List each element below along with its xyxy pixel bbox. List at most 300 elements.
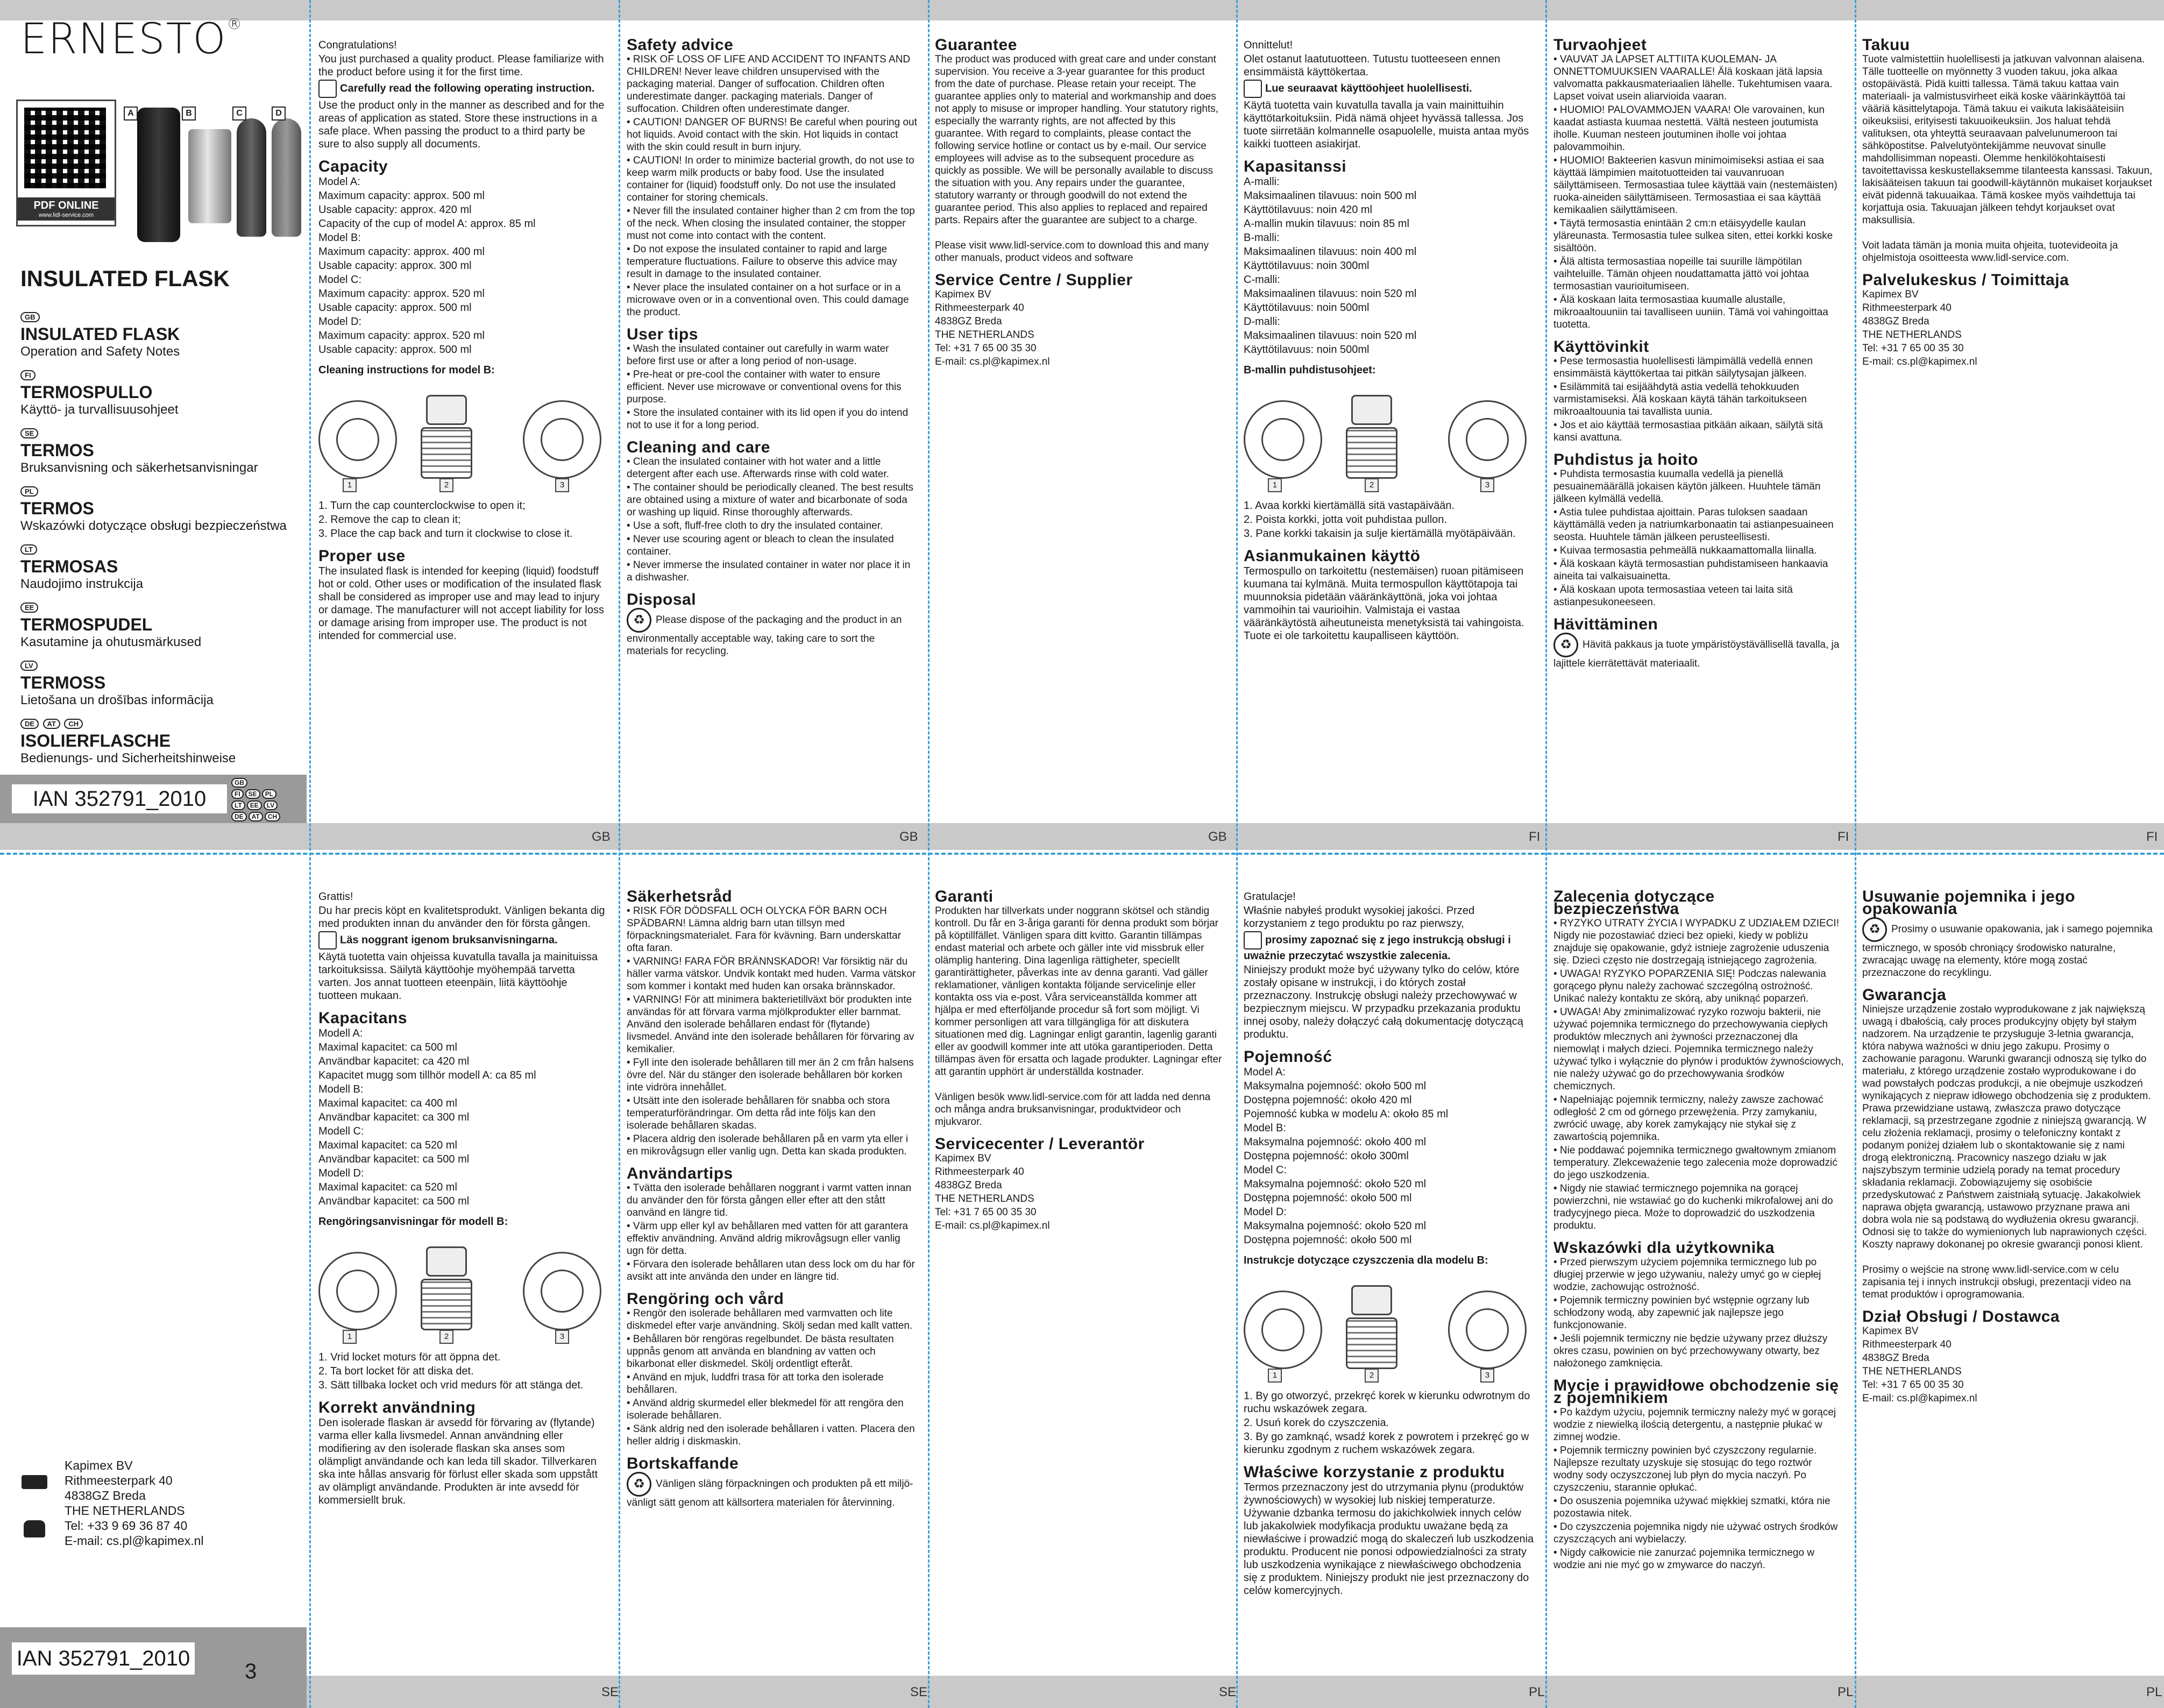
section-heading: Pojemność <box>1244 1048 1332 1066</box>
step-number: 1 <box>1268 1369 1282 1383</box>
section-heading: Disposal <box>627 591 697 608</box>
section-heading: Bortskaffande <box>627 1455 739 1472</box>
intro: Onnittelut! <box>1244 39 1293 51</box>
country-chip: EE <box>247 800 262 810</box>
capacity-line: Modell D: <box>318 1167 364 1179</box>
brand-logo: ERNESTO® <box>20 15 243 63</box>
language-item <box>20 603 300 650</box>
care-item: • Never use scouring agent or bleach to clean the insulated container. <box>627 534 894 557</box>
step-number: 2 <box>439 1330 453 1344</box>
capacity-line: B-malli: <box>1244 232 1280 244</box>
service-line: 4838GZ Breda <box>1862 316 1929 327</box>
safety-item: • Älä koskaan laita termosastiaa kuumalle alustalle, mikroaaltouuniin tai tavalliseen uuniin. Tämä voi vahingoittaa tuotetta. <box>1553 294 1828 330</box>
care-item: • Sänk aldrig ned den isolerade behållaren i vatten. Placera den heller aldrig i diskmaskin. <box>627 1423 915 1447</box>
tip-item: • Jos et aio käyttää termosastiaa pitkään aikaan, säilytä sitä kansi avattuna. <box>1553 420 1823 443</box>
capacity-line: Maksymalna pojemność: około 400 ml <box>1244 1136 1427 1148</box>
capacity-line: Usable capacity: approx. 300 ml <box>318 260 472 272</box>
tip-item: • Store the insulated container with its lid open if you do intend not to use it for a long period. <box>627 407 909 431</box>
flask-label: C <box>232 107 246 121</box>
section-heading: Dział Obsługi / Dostawca <box>1862 1308 2060 1326</box>
intro-text: Olet ostanut laatutuotteen. Tutustu tuotteeseen ennen ensimmäistä käyttökertaa. <box>1244 53 1501 78</box>
ian-number: IAN 352791_2010 <box>12 1642 195 1675</box>
language-item <box>20 370 300 417</box>
service-line: Tel: +31 7 65 00 35 30 <box>1862 343 1964 354</box>
service-line: THE NETHERLANDS <box>935 1193 1034 1204</box>
capacity-line: Maximal kapacitet: ca 500 ml <box>318 1041 457 1053</box>
tip-item: • Wash the insulated container out carefully in warm water before first use or after a long period of non-usage. <box>627 343 889 367</box>
capacity-line: Maksimaalinen tilavuus: noin 520 ml <box>1244 330 1417 342</box>
qr-code[interactable] <box>16 100 116 226</box>
recycle-icon: ♻ <box>1862 917 1887 942</box>
capacity-line: Käyttötilavuus: noin 300ml <box>1244 260 1370 272</box>
cap-open-diagram <box>523 400 601 479</box>
read-instruction: Carefully read the following operating instruction. <box>340 82 595 95</box>
cap-removed-diagram <box>1346 1285 1394 1366</box>
country-chip: AT <box>43 719 60 729</box>
country-chip: FI <box>20 370 36 380</box>
capacity-line: Kapacitet mugg som tillhör modell A: ca 85 ml <box>318 1069 536 1081</box>
language-subtitle: Lietošana un drošības informācija <box>20 693 214 707</box>
language-subtitle: Kasutamine ja ohutusmärkused <box>20 635 202 649</box>
capacity-line: Maksimaalinen tilavuus: noin 500 ml <box>1244 190 1417 202</box>
country-chip: DE <box>20 719 39 729</box>
step-text: 2. Usuń korek do czyszczenia. <box>1244 1417 1389 1429</box>
country-chip: CH <box>64 719 83 729</box>
section-heading: Hävittäminen <box>1553 615 1658 633</box>
care-item: • Po każdym użyciu, pojemnik termiczny należy myć w gorącej wodzie z niewielką ilością detergentu, a następnie płukać w zimnej wodzie. <box>1553 1407 1836 1443</box>
language-item <box>20 428 300 476</box>
page-mark: 3 <box>245 1660 257 1683</box>
flask-label: A <box>124 107 138 121</box>
capacity-line: Maksymalna pojemność: około 500 ml <box>1244 1080 1427 1092</box>
capacity-line: Maksimaalinen tilavuus: noin 400 ml <box>1244 246 1417 258</box>
service-line: Rithmeesterpark 40 <box>935 1166 1024 1178</box>
se-column-3 <box>935 890 1225 1233</box>
fi-column-3 <box>1862 36 2153 369</box>
section-heading: Kapacitans <box>318 1009 408 1027</box>
footer-lang-tag: FI <box>2146 830 2158 844</box>
capacity-line: Dostępna pojemność: około 420 ml <box>1244 1094 1412 1106</box>
service-line: Rithmeesterpark 40 <box>1862 302 1952 314</box>
section-heading: Cleaning and care <box>627 438 770 456</box>
visit-text: Please visit www.lidl-service.com to download this and many other manuals, product videos and software <box>935 240 1209 264</box>
step-text: 3. Pane korkki takaisin ja sulje kiertämällä myötäpäivään. <box>1244 528 1516 540</box>
intro: Congratulations! <box>318 39 397 51</box>
disposal-text: Please dispose of the packaging and the product in an environmentally acceptable way, taking care to sort the materials for recycling. <box>627 614 902 657</box>
language-item <box>20 544 300 592</box>
language-item <box>20 486 300 534</box>
back-cover-address <box>65 1458 204 1548</box>
footer-lang-tag: SE <box>601 1685 619 1699</box>
intro: Grattis! <box>318 891 353 903</box>
step-number: 1 <box>343 478 357 492</box>
visit-text: Voit ladata tämän ja monia muita ohjeita, tuotevideoita ja ohjelmistoja osoitteesta www.lidl-service.com. <box>1862 240 2118 264</box>
section-heading: Zalecenia dotyczące bezpieczeństwa <box>1553 888 1715 918</box>
book-icon <box>318 80 337 98</box>
cap-cleaning-illustration <box>318 1236 609 1343</box>
language-title: INSULATED FLASK <box>20 324 180 344</box>
cap-open-diagram <box>1448 1291 1527 1369</box>
disposal-text: Prosimy o usuwanie opakowania, jak i samego pojemnika termicznego, w sposób chroniący środowisko naturalne, zwracając uwagę na elementy, które mogą zostać przeznaczone do recyklingu. <box>1862 924 2153 979</box>
tip-item: • Pre-heat or pre-cool the container with water to ensure efficient. Never use microwave or conventional ovens for this purpose. <box>627 369 902 405</box>
tip-item: • Pese termosastia huolellisesti lämpimällä vedellä ennen ensimmäistä käyttökertaa tai pitkän säilytysajan jälkeen. <box>1553 356 1813 379</box>
proper-use-text: Termospullo on tarkoitettu (nestemäisen) ruoan pitämiseen kuumana tai kylmänä. Muita termospullon käyttötapoja tai muunnoksia pidetään vääränkäyttönä, joka voi johtaa vammoihin tai vaurioihin. Valmistaja ei vastaa vääränkäytöstä aiheutuneista menetyksistä tai vahingoista. Tuote ei ole tarkoitettu kaupalliseen käyttöön. <box>1244 565 1524 642</box>
care-item: • The container should be periodically cleaned. The best results are obtained using a mixture of water and bicarbonate of soda or washing up liquid. Rinse thoroughly afterwards. <box>627 482 913 518</box>
country-chip: LT <box>231 800 245 810</box>
service-line: Tel: +31 7 65 00 35 30 <box>1862 1379 1964 1391</box>
language-item <box>20 719 300 766</box>
care-item: • Använd aldrig skurmedel eller blekmedel för att rengöra den isolerade behållaren. <box>627 1398 904 1421</box>
step-text: 3. Place the cap back and turn it clockwise to close it. <box>318 528 573 540</box>
use-text: Käytä tuotetta vain kuvatulla tavalla ja vain mainittuihin käyttötarkoituksiin. Pidä nämä ohjeet hyvässä tallessa. Jos tuote siirretään kolmannelle osapuolelle, muista antaa myös kaikki tuotteen asiakirjat. <box>1244 100 1529 150</box>
capacity-line: Käyttötilavuus: noin 500ml <box>1244 302 1370 314</box>
cap-open-diagram <box>523 1252 601 1330</box>
pl-column-3 <box>1862 890 2153 1406</box>
step-text: 1. Avaa korkki kiertämällä sitä vastapäivään. <box>1244 500 1455 512</box>
tip-item: • Pojemnik termiczny powinien być wstępnie ogrzany lub schłodzony wodą, aby zapewnić jak najlepsze jego funkcjonowanie. <box>1553 1295 1810 1331</box>
capacity-line: Käyttötilavuus: noin 420 ml <box>1244 204 1373 216</box>
cap-closed-diagram <box>318 400 397 479</box>
qr-label: PDF ONLINE www.lidl-service.com <box>18 197 115 221</box>
street: Rithmeesterpark 40 <box>65 1473 173 1487</box>
section-heading: Mycie i prawidłowe obchodzenie się z pojemnikiem <box>1553 1377 1839 1407</box>
step-number: 2 <box>1365 478 1379 492</box>
gb-column-3 <box>935 36 1225 369</box>
qr-pattern <box>24 108 106 188</box>
safety-item: • HUOMIO! Bakteerien kasvun minimoimiseksi astiaa ei saa käyttää lämpimien maitotuotteiden tai vauvanruoan säilyttämiseen. Termosastiaa tulee käyttää vain (nestemäisten) ruoka-aineiden säilyttämiseen. Termosastiaa ei saa käyttää kemikaalien säilyttämiseen. <box>1553 155 1837 216</box>
section-heading: Service Centre / Supplier <box>935 271 1133 289</box>
step-text: 3. Sätt tillbaka locket och vrid medurs för att stänga det. <box>318 1379 584 1391</box>
footer-lang-tag: PL <box>1529 1685 1545 1699</box>
visit-text: Vänligen besök www.lidl-service.com för att ladda ned denna och många andra bruksanvisningar, produktvideor och mjukvaror. <box>935 1092 1211 1128</box>
section-heading: Användartips <box>627 1165 733 1182</box>
telephone: Tel: +33 9 69 36 87 40 <box>65 1519 188 1533</box>
step-text: 2. Poista korkki, jotta voit puhdistaa pullon. <box>1244 514 1447 526</box>
capacity-line: Användbar kapacitet: ca 500 ml <box>318 1195 470 1207</box>
capacity-line: Användbar kapacitet: ca 420 ml <box>318 1055 470 1067</box>
capacity-line: A-malli: <box>1244 176 1280 188</box>
section-heading: Właściwe korzystanie z produktu <box>1244 1463 1505 1481</box>
step-text: 3. By go zamknąć, wsadź korek z powrotem i przekręć go w kierunku zgodnym z ruchem wskazówek zegara. <box>1244 1431 1529 1456</box>
country-chip: CH <box>265 812 280 821</box>
care-item: • Do osuszenia pojemnika używać miękkiej szmatki, która nie pozostawia nitek. <box>1553 1496 1830 1519</box>
footer-lang-tag: GB <box>1208 830 1227 844</box>
ian-country-chips <box>231 778 301 823</box>
truck-icon <box>22 1475 47 1489</box>
capacity-line: Modell A: <box>318 1027 363 1039</box>
visit-text: Prosimy o wejście na stronę www.lidl-service.com w celu zapisania tej i innych instrukcji obsługi, prezentacji video na temat produktów i oprogramowania. <box>1862 1264 2131 1300</box>
company-name: Kapimex BV <box>65 1458 133 1472</box>
use-text: Use the product only in the manner as described and for the areas of application as stated. Store these instructions in a safe place. When passing the product to a third party be sure to also supply all documents. <box>318 100 605 150</box>
language-title: TERMOSPUDEL <box>20 615 153 634</box>
step-number: 2 <box>1365 1369 1379 1383</box>
section-heading: Korrekt användning <box>318 1399 476 1416</box>
safety-item: • CAUTION! DANGER OF BURNS! Be careful when pouring out hot liquids. Avoid contact with the skin. Hot liquids in contact with the skin could result in burn injury. <box>627 117 917 153</box>
language-title: TERMOSPULLO <box>20 382 153 402</box>
country-chip: LV <box>20 661 38 671</box>
vertical-fold-line <box>1545 0 1547 1708</box>
use-text: Niniejszy produkt może być używany tylko do celów, które zostały opisane w instrukcji, i do których został przeznaczony. Instrukcję obsługi należy przechowywać w bezpiecznym miejscu. W przypadku przekazania produktu innej osoby, należy dołączyć całą dokumentację dotyczącą produktu. <box>1244 964 1523 1040</box>
safety-item: • Täytä termosastia enintään 2 cm:n etäisyydelle kaulan yläreunasta. Termosastia tulee sulkea siten, ettei korkki koske sisältöön. <box>1553 218 1833 254</box>
read-instruction: Lue seuraavat käyttöohjeet huolellisesti. <box>1265 82 1472 95</box>
section-heading: Wskazówki dla użytkownika <box>1553 1239 1775 1257</box>
safety-item: • RYZYKO UTRATY ŻYCIA I WYPADKU Z UDZIAŁEM DZIECI! Nigdy nie pozostawiać dzieci bez opieki, kiedy w pobliżu znajduje się opakowanie, gdyż istnieje zagrożenie uduszenia się. Dzieci często nie dostrzegają istniejącego zagrożenia. <box>1553 918 1839 966</box>
footer-lang-tag: GB <box>899 830 918 844</box>
country-chip: LT <box>20 544 37 555</box>
safety-item: • VARNING! För att minimera bakterietillväxt bör produkten inte användas för att förvara varma mjölkprodukter eller barnmat. Använd den isolerade behållaren endast för (flytande) livsmedel. Använd inte den isolerade behållaren för förvaring av kemikalier. <box>627 994 914 1055</box>
section-heading: Servicecenter / Leverantör <box>935 1135 1145 1153</box>
language-subtitle: Bedienungs- und Sicherheitshinweise <box>20 751 236 766</box>
step-number: 3 <box>555 1330 569 1344</box>
step-number: 1 <box>1268 478 1282 492</box>
capacity-line: Maximal kapacitet: ca 520 ml <box>318 1181 457 1193</box>
safety-item: • Älä altista termosastiaa nopeille tai suurille lämpötilan vaihteluille. Tämän ohjeen noudattamatta jättö voi johtaa termosastian vaurioitumiseen. <box>1553 256 1809 292</box>
section-heading: Gwarancja <box>1862 986 1947 1004</box>
care-item: • Never immerse the insulated container in water nor place it in a dishwasher. <box>627 559 911 583</box>
capacity-line: Capacity of the cup of model A: approx. 85 ml <box>318 218 536 230</box>
vertical-fold-line <box>309 0 311 1708</box>
flask-b-image <box>188 129 231 223</box>
capacity-line: Maximum capacity: approx. 500 ml <box>318 190 485 202</box>
recycle-icon: ♻ <box>627 608 651 633</box>
capacity-line: Maximal kapacitet: ca 400 ml <box>318 1097 457 1109</box>
language-subtitle: Naudojimo instrukcija <box>20 577 144 591</box>
email: E-mail: cs.pl@kapimex.nl <box>65 1534 204 1548</box>
section-heading: Turvaohjeet <box>1553 36 1647 54</box>
read-instruction: prosimy zapoznać się z jego instrukcją obsługi i uważnie przeczytać wszystkie zalecenia. <box>1244 934 1511 962</box>
safety-item: • Placera aldrig den isolerade behållaren på en varm yta eller i en mikrovågsugn eller vanlig ugn. Detta kan skada produkten. <box>627 1133 909 1157</box>
language-subtitle: Operation and Safety Notes <box>20 344 180 359</box>
capacity-line: Maksimaalinen tilavuus: noin 520 ml <box>1244 288 1417 300</box>
horizontal-fold-line <box>0 853 2164 855</box>
guarantee-text: Produkten har tillverkats under noggrann skötsel och ständig kontroll. Du får en 3-åriga garanti för denna produkt som börjar på köptillfället. Vänligen spara ditt kvitto. Garantin tillämpas endast material och arbete och gäller inte vid missbruk eller olämplig hantering. Dina lagenliga rättigheter, speciellt garantirättigheter, påverkas inte av denna garanti. Vad gäller reklamationer, vänligen kontakta följande servicelinje eller kontakta oss via e-post. Våra serviceanställda kommer att hjälpa er med efterföljande procedur så fort som möjligt. Vi kommer personligen att vara tillgängliga för att diskutera situationen med dig. Lagningar enligt garantin, lagenlig garanti eller av goodwill kommer inte att utöka garantiperioden. Detta tillämpas även för ersatta och lagade produkter. Lagningar efter att garantin upphört är underställda kostnader. <box>935 905 1222 1078</box>
country-chip: GB <box>20 312 40 322</box>
book-icon <box>1244 931 1262 949</box>
capacity-line: D-malli: <box>1244 316 1280 328</box>
step-text: 2. Ta bort locket för att diska det. <box>318 1365 474 1377</box>
step-text: 1. Vrid locket moturs för att öppna det. <box>318 1351 501 1363</box>
country-chip: PL <box>262 789 276 799</box>
safety-item: • HUOMIO! PALOVAMMOJEN VAARA! Ole varovainen, kun kaadat astiasta kuumaa nestettä. Vältä nesteen joutumista iholle. Kuuman nesteen joutuminen iholle voi johtaa palovammoihin. <box>1553 104 1825 153</box>
language-title: TERMOS <box>20 441 94 460</box>
ian-number: IAN 352791_2010 <box>12 784 227 813</box>
footer-lang-tag: SE <box>910 1685 928 1699</box>
intro-text: Właśnie nabyłeś produkt wysokiej jakości. Przed korzystaniem z tego produktu po raz pierwszy, <box>1244 905 1475 930</box>
cap-cleaning-illustration <box>1244 384 1534 492</box>
section-heading: Kapasitanssi <box>1244 158 1347 175</box>
care-item: • Behållaren bör rengöras regelbundet. De bästa resultaten uppnås genom att använda en blandning av vatten och bikarbonat eller diskmedel. Skölj ordentligt efteråt. <box>627 1334 894 1370</box>
country-chip: AT <box>249 812 263 821</box>
vertical-fold-line <box>1855 0 1856 1708</box>
safety-item: • UWAGA! Aby zminimalizować ryzyko rozwoju bakterii, nie używać pojemnika termicznego do przechowywania ciepłych produktów mlecznych ani żywności przeznaczonej dla niemowląt i małych dzieci. Pojemnika termicznego należy używać tylko i wyłącznie do płynów i produktów żywnościowych, nie należy używać go do przechowywania środków chemicznych. <box>1553 1007 1844 1092</box>
capacity-line: Model A: <box>318 176 360 188</box>
safety-item: • Fyll inte den isolerade behållaren till mer än 2 cm från halsens övre del. När du stänger den isolerade behållaren bör korken inte vidröra innehållet. <box>627 1057 914 1093</box>
product-title: INSULATED FLASK <box>20 266 230 291</box>
section-heading: User tips <box>627 325 698 343</box>
tip-item: • Przed pierwszym użyciem pojemnika termicznego lub po długiej przerwie w jego używaniu, należy umyć go w ciepłej wodzie, zachowując ostrożność. <box>1553 1257 1821 1293</box>
section-heading: Capacity <box>318 158 388 175</box>
capacity-line: Usable capacity: approx. 500 ml <box>318 302 472 314</box>
cap-closed-diagram <box>318 1252 397 1330</box>
section-heading: Guarantee <box>935 36 1017 54</box>
service-line: E-mail: cs.pl@kapimex.nl <box>1862 1393 1977 1404</box>
capacity-line: C-malli: <box>1244 274 1280 286</box>
language-item <box>20 661 300 708</box>
use-text: Käytä tuotetta vain ohjeissa kuvatulla tavalla ja mainituissa tarkoituksissa. Säilytä käyttöohje myöhempää tarvetta varten. Jos annat tuotteen eteenpäin, liitä käyttöohje tuotteen mukaan. <box>318 951 598 1002</box>
disposal-text: Hävitä pakkaus ja tuote ympäristöystävällisellä tavalla, ja lajittele kierrätettävät materiaalit. <box>1553 639 1840 669</box>
country-chip: DE <box>231 812 247 821</box>
guarantee-text: Tuote valmistettiin huolellisesti ja jatkuvan valvonnan alaisena. Tälle tuotteelle on myönnetty 3 vuoden takuu, joka alkaa ostopäivästä. Pidä kuitti tallessa. Tämä takuu kattaa vain materiaali- ja valmistusvirheet eikä koske väärinkäyttöä tai vääriä käsittelytapoja. Tämä takuu ei vaikuta lakisääteisiin oikeuksiisi, erityisesti takuuoikeuksiin. Jos haluat tehdä valituksen, ota yhteyttä seuraavaan palvelunumeroon tai sähköpostitse. Palvelutyöntekijämme neuvovat sinulle mahdollisimman nopeasti. Olemme henkilökohtaisesti tavoitettavissa keskustellaksemme tilanteesta kanssasi. Takuun, lakisääteisen takuun tai goodwill-käytännön mukaiset korjaukset eivät pidennä takuuaikaa. Tämä koskee myös vaihdettuja tai korjattuja osia. Takuuajan jälkeen tehdyt korjaukset ovat maksullisia. <box>1862 54 2153 226</box>
country: THE NETHERLANDS <box>65 1504 185 1518</box>
country-chip: EE <box>20 603 38 613</box>
flask-a-image <box>137 108 180 242</box>
flask-d-image <box>272 118 301 237</box>
book-icon <box>1244 80 1262 98</box>
city: 4838GZ Breda <box>65 1489 146 1503</box>
disposal-text: Vänligen släng förpackningen och produkten på ett miljö-vänligt sätt genom att källsortera materialen för återvinning. <box>627 1478 913 1508</box>
capacity-line: Model B: <box>318 232 361 244</box>
service-line: E-mail: cs.pl@kapimex.nl <box>935 356 1050 367</box>
pl-column-2 <box>1553 890 1844 1572</box>
capacity-line: Maksymalna pojemność: około 520 ml <box>1244 1178 1427 1190</box>
footer-lang-tag: FI <box>1837 830 1849 844</box>
section-heading: Garanti <box>935 888 994 905</box>
cleaning-heading: Instrukcje dotyczące czyszczenia dla modelu B: <box>1244 1255 1488 1266</box>
safety-item: • RISK OF LOSS OF LIFE AND ACCIDENT TO INFANTS AND CHILDREN! Never leave children unsupervised with the packaging material. Danger of suffocation. Children often underestimate danger. packaging materials. Danger of suffocation. Children often underestimate danger. <box>627 54 911 115</box>
safety-item: • VARNING! FARA FÖR BRÄNNSKADOR! Var försiktig när du häller varma vätskor. Undvik kontakt med huden. Varma vätskor som kommer i kontakt med huden kan orsaka brännskador. <box>627 956 916 992</box>
cap-closed-diagram <box>1244 1291 1322 1369</box>
capacity-line: Dostępna pojemność: około 300ml <box>1244 1150 1409 1162</box>
capacity-line: Dostępna pojemność: około 500 ml <box>1244 1192 1412 1204</box>
section-heading: Käyttövinkit <box>1553 338 1649 356</box>
cap-open-diagram <box>1448 400 1527 479</box>
safety-item: • CAUTION! In order to minimize bacterial growth, do not use to keep warm milk products or baby food. Use the insulated container for (liquid) foodstuff only. Do not use the insulated container for storing chemicals. <box>627 155 914 203</box>
care-item: • Älä koskaan käytä termosastian puhdistamiseen hankaavia aineita tai valkaisuainetta. <box>1553 558 1828 582</box>
se-column-2 <box>627 890 917 1510</box>
capacity-line: Dostępna pojemność: około 500 ml <box>1244 1234 1412 1246</box>
safety-item: • Do not expose the insulated container to rapid and large temperature fluctuations. Failure to observe this advice may result in damage to the insulated container. <box>627 244 897 280</box>
read-instruction: Läs noggrant igenom bruksanvisningarna. <box>340 934 558 946</box>
care-item: • Use a soft, fluff-free cloth to dry the insulated container. <box>627 520 883 531</box>
language-title: TERMOSAS <box>20 557 118 576</box>
country-chip: SE <box>20 428 38 438</box>
top-fold-band <box>0 0 2164 20</box>
proper-use-text: The insulated flask is intended for keeping (liquid) foodstuff hot or cold. Other uses or modification of the insulated flask shall be considered as improper use and may lead to injury or damage. The manufacturer will not accept liability for loss or damage arising from improper use. The product is not intended for commercial use. <box>318 565 604 642</box>
service-line: Kapimex BV <box>1862 289 1919 300</box>
section-heading: Puhdistus ja hoito <box>1553 451 1698 469</box>
footer-lang-tag: GB <box>592 830 611 844</box>
capacity-line: Användbar kapacitet: ca 300 ml <box>318 1111 470 1123</box>
safety-item: • Utsätt inte den isolerade behållaren för snabba och stora temperaturförändringar. Om detta råd inte följs kan den isolerade behållaren skadas. <box>627 1095 890 1131</box>
flask-c-image <box>237 118 266 237</box>
intro-text: You just purchased a quality product. Please familiarize with the product before using it for the first time. <box>318 53 604 78</box>
capacity-line: Model D: <box>318 316 362 328</box>
tip-item: • Tvätta den isolerade behållaren noggrant i varmt vatten innan du använder den för första gången eller efter att den stått oanvänd en längre tid. <box>627 1182 912 1218</box>
language-title: TERMOSS <box>20 673 106 692</box>
care-item: • Använd en mjuk, luddfri trasa för att torka den isolerade behållaren. <box>627 1372 884 1395</box>
service-line: Tel: +31 7 65 00 35 30 <box>935 1207 1037 1218</box>
safety-item: • VAUVAT JA LAPSET ALTTIITA KUOLEMAN- JA ONNETTOMUUKSIEN VAARALLE! Älä koskaan jätä lapsia valvomatta pakkausmateriaalien lähelle. Tukehtumisen vaara. Lapset voivat usein aliarvioida vaaran. <box>1553 54 1833 102</box>
care-item: • Kuivaa termosastia pehmeällä nukkaamattomalla liinalla. <box>1553 545 1817 556</box>
section-heading: Proper use <box>318 547 406 565</box>
tip-item: • Esilämmitä tai esijäähdytä astia vedellä tehokkuuden varmistamiseksi. Älä koskaan käytä tähän tarkoitukseen mikroaaltouunia tai tavallista uunia. <box>1553 381 1807 417</box>
fi-column-1 <box>1244 39 1534 643</box>
capacity-line: Model C: <box>1244 1164 1287 1176</box>
section-heading: Usuwanie pojemnika i jego opakowania <box>1862 888 2075 918</box>
language-subtitle: Bruksanvisning och säkerhetsanvisningar <box>20 460 258 475</box>
intro: Gratulacje! <box>1244 891 1296 903</box>
capacity-line: Modell C: <box>318 1125 364 1137</box>
capacity-line: Model D: <box>1244 1206 1287 1218</box>
language-subtitle: Wskazówki dotyczące obsługi bezpieczeństwa <box>20 519 287 533</box>
fi-column-2 <box>1553 36 1844 671</box>
guarantee-text: Niniejsze urządzenie zostało wyprodukowane z jak największą uwagą i dbałością, cały proces produkcyjny objęty był stałym nadzorem. Na urządzenie te przysługuje 3-letnia gwarancja, która nabywa ważności w dniu jego zakupu. Prosimy o zachowanie paragonu. Warunki gwarancji odnoszą się tylko do materiału, z którego urządzenie zostało wyprodukowane i do wad powstałych podczas produkcji, a nie obejmuje uszkodzeń wynikających z niepraw idłowego obchodzenia się z produktem. Prawa przewidziane ustawą, zwłaszcza prawo dotyczące reklamacji, są przestrzegane zgodnie z niniejszą gwarancją. W celu złożenia reklamacji, prosimy o telefoniczny kontakt z podanym poniżej działem lub o skontaktowanie się z nami drogą elektroniczną. Pracownicy naszego działu w jak najszybszym terminie udzielą porady na temat procedury składania reklamacji. Zobowiązujemy się osobiście przedyskutować z Państwem zaistniałą sytuację. Jakakolwiek naprawa objęta gwarancją, ustawowo przyznane prawa ani dobra wola nie są podstawą do wydłużenia okresu gwarancji. Odnosi się to także do wymienionych lub naprawionych części. Koszty naprawy dokonanej po okresie gwarancji ponosi klient. <box>1862 1004 2151 1250</box>
service-line: Kapimex BV <box>935 289 991 300</box>
care-item: • Rengör den isolerade behållaren med varmvatten och lite diskmedel efter varje användning. Skölj sedan med kallt vatten. <box>627 1308 913 1331</box>
service-line: Kapimex BV <box>935 1153 991 1164</box>
safety-item: • RISK FÖR DÖDSFALL OCH OLYCKA FÖR BARN OCH SPÄDBARN! Lämna aldrig barn utan tillsyn med förpackningsmaterialet. Fara för kvävning. Barn underskattar ofta faran. <box>627 905 902 954</box>
se-column-1 <box>318 890 609 1508</box>
care-item: • Älä koskaan upota termosastiaa veteen tai laita sitä astianpesukoneeseen. <box>1553 584 1793 608</box>
language-list <box>20 312 300 777</box>
front-cover <box>0 0 307 823</box>
safety-item: • Nigdy nie stawiać termicznego pojemnika na gorącej powierzchni, nie wstawiać go do kuchenki mikrofalowej ani do tradycyjnego pieca. Może to doprowadzić do uszkodzenia produktu. <box>1553 1183 1833 1231</box>
section-heading: Palvelukeskus / Toimittaja <box>1862 271 2069 289</box>
cleaning-heading: Cleaning instructions for model B: <box>318 364 495 376</box>
book-icon <box>318 931 337 949</box>
step-text: 1. Turn the cap counterclockwise to open it; <box>318 500 526 512</box>
step-number: 3 <box>555 478 569 492</box>
language-subtitle: Käyttö- ja turvallisuusohjeet <box>20 402 179 417</box>
capacity-line: A-mallin mukin tilavuus: noin 85 ml <box>1244 218 1409 230</box>
proper-use-text: Den isolerade flaskan är avsedd för förvaring av (flytande) varma eller kalla livsmedel. Annan användning eller modifiering av den isolerade flaskan ska anses som olämpligt användande och kan leda till skador. Tillverkaren ska inte hållas ansvarig för förlust eller skada som uppstått av olämpligt användande. Produkten är inte avsedd för kommersiellt bruk. <box>318 1417 598 1506</box>
cap-removed-diagram <box>421 1246 469 1327</box>
capacity-line: Model C: <box>318 274 362 286</box>
recycle-icon: ♻ <box>1553 633 1578 657</box>
capacity-line: Pojemność kubka w modelu A: około 85 ml <box>1244 1108 1449 1120</box>
section-heading: Asianmukainen käyttö <box>1244 547 1421 565</box>
capacity-line: Maximum capacity: approx. 400 ml <box>318 246 485 258</box>
ian-footer <box>0 775 307 823</box>
tip-item: • Värm upp eller kyl av behållaren med vatten för att garantera effektiv användning. Använd aldrig mikrovågsugn eller vanlig ugn för detta. <box>627 1221 909 1257</box>
care-item: • Clean the insulated container with hot water and a little detergent after each use. Afterwards rinse with cold water. <box>627 456 889 480</box>
care-item: • Astia tulee puhdistaa ajoittain. Paras tuloksen saadaan käyttämällä veden ja natriumkarbonaatin tai astianpesuaineen seosta. Huuhtele tämän jälkeen perusteellisesti. <box>1553 507 1834 543</box>
vertical-fold-line <box>1236 0 1238 1708</box>
care-item: • Puhdista termosastia kuumalla vedellä ja pienellä pesuainemäärällä jokaisen käytön jälkeen. Huuhtele tämän jälkeen kylmällä vedellä. <box>1553 469 1821 505</box>
care-item: • Do czyszczenia pojemnika nigdy nie używać ostrych środków czyszczących ani wybielaczy. <box>1553 1521 1838 1545</box>
step-number: 3 <box>1480 478 1494 492</box>
service-line: Kapimex BV <box>1862 1326 1919 1337</box>
footer-lang-tag: SE <box>1219 1685 1237 1699</box>
tip-item: • Förvara den isolerade behållaren utan dess lock om du har för avsikt att inte använda den under en längre tid. <box>627 1259 915 1282</box>
step-number: 1 <box>343 1330 357 1344</box>
capacity-line: Model B: <box>1244 1122 1286 1134</box>
cap-removed-diagram <box>421 395 469 476</box>
service-line: THE NETHERLANDS <box>1862 1366 1962 1377</box>
service-line: E-mail: cs.pl@kapimex.nl <box>935 1220 1050 1231</box>
capacity-line: Maksymalna pojemność: około 520 ml <box>1244 1220 1427 1232</box>
flask-label: B <box>182 107 196 121</box>
footer-lang-tag: PL <box>2146 1685 2162 1699</box>
country-chip: GB <box>231 778 247 788</box>
guarantee-text: The product was produced with great care and under constant supervision. You receive a 3-year guarantee for this product from the date of purchase. Please retain your receipt. The guarantee applies only to material and workmanship and does not apply to misuse or improper handling. Your statutory rights, especially the warranty rights, are not affected by this guarantee. With regard to complaints, please contact the following service hotline or contact us by e-mail. Our service employees will advise as to the subsequent procedure as quickly as possible. We will be personally available to discuss the situation with you. Any repairs under the guarantee, statutory warranty or through goodwill do not extend the guarantee period. This also applies to replaced and repaired parts. Repairs after the guarantee are subject to a charge. <box>935 54 1219 226</box>
safety-item: • Never place the insulated container on a hot surface or in a microwave oven or in a conventional oven. This could damage the product. <box>627 282 909 318</box>
step-number: 3 <box>1480 1369 1494 1383</box>
phone-icon <box>24 1520 45 1537</box>
capacity-line: Model A: <box>1244 1066 1286 1078</box>
capacity-line: Maximum capacity: approx. 520 ml <box>318 288 485 300</box>
language-title: TERMOS <box>20 499 94 518</box>
